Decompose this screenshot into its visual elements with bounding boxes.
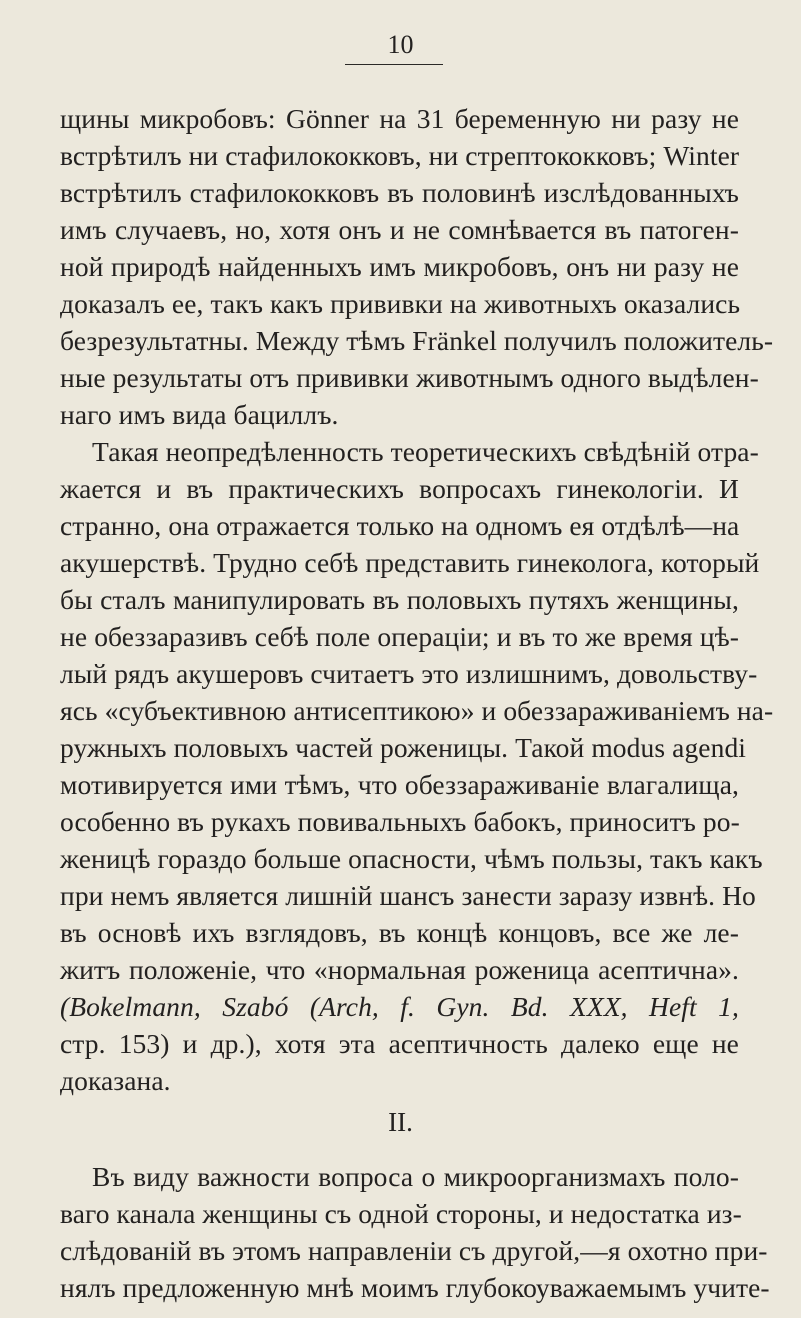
- text-line: житъ положеніе, что «нормальная роженица асептична».: [60, 954, 739, 985]
- text-line: слѣдованій въ этомъ направленіи съ другой,—я охотно при-: [60, 1235, 768, 1266]
- text-line: при немъ является лишній шансъ занести заразу извнѣ. Но: [60, 880, 756, 911]
- text-line: ружныхъ половыхъ частей роженицы. Такой modus agendi: [60, 732, 747, 763]
- text-line: ясь «субъективною антисептикою» и обеззараживаніемъ на-: [60, 695, 774, 726]
- text-line: лый рядъ акушеровъ считаетъ это излишнимъ, довольству-: [60, 658, 758, 689]
- page-number: 10: [387, 30, 414, 59]
- section-heading: II.: [388, 1107, 413, 1137]
- text-line: щины микробовъ: Gönner на 31 беременную ни разу не: [60, 103, 739, 134]
- text-line: нялъ предложенную мнѣ моимъ глубокоуважаемымъ учите-: [60, 1272, 770, 1303]
- text-line: доказалъ ее, такъ какъ прививки на животныхъ оказались: [60, 288, 741, 319]
- text-line: наго имъ вида бациллъ.: [60, 399, 339, 430]
- text-line: доказана.: [60, 1065, 171, 1096]
- text-line: безрезультатны. Между тѣмъ Fränkel получилъ положитель-: [60, 325, 774, 356]
- text-line-citation: (Bokelmann, Szabó (Arch, f. Gyn. Bd. XXX, Heft 1,: [60, 991, 739, 1022]
- text-line: не обеззаразивъ себѣ поле операціи; и въ то же время цѣ-: [60, 621, 739, 652]
- text-line: ваго канала женщины съ одной стороны, и недостатка из-: [60, 1198, 742, 1229]
- text-line: особенно въ рукахъ повивальныхъ бабокъ, приноситъ ро-: [60, 806, 740, 837]
- text-line: Въ виду важности вопроса о микроорганизмахъ поло-: [92, 1161, 739, 1192]
- text-line: мотивируется ими тѣмъ, что обеззараживаніе влагалища,: [60, 769, 739, 800]
- text-line: бы сталъ манипулировать въ половыхъ путяхъ женщины,: [60, 584, 739, 615]
- text-line: ные результаты отъ прививки животнымъ одного выдѣлен-: [60, 362, 759, 393]
- text-line: въ основѣ ихъ взглядовъ, въ концѣ концовъ, все же ле-: [60, 917, 739, 948]
- text-line: акушерствѣ. Трудно себѣ представить гинеколога, который: [60, 547, 760, 578]
- text-line: странно, она отражается только на одномъ ея отдѣлѣ—на: [60, 510, 740, 541]
- text-line: встрѣтилъ ни стафилококковъ, ни стрептококковъ; Winter: [60, 140, 740, 171]
- text-line: Такая неопредѣленность теоретическихъ свѣдѣній отра-: [92, 436, 759, 467]
- page-number-rule: [345, 64, 443, 65]
- text-line: ной природѣ найденныхъ имъ микробовъ, онъ ни разу не: [60, 251, 739, 282]
- text-line: стр. 153) и др.), хотя эта асептичность далеко еще не: [60, 1028, 739, 1059]
- text-line: встрѣтилъ стафилококковъ въ половинѣ изслѣдованныхъ: [60, 177, 739, 208]
- text-line: имъ случаевъ, но, хотя онъ и не сомнѣвается въ патоген-: [60, 214, 739, 245]
- text-line: жается и въ практическихъ вопросахъ гинекологіи. И: [60, 473, 739, 504]
- text-line: женицѣ гораздо больше опасности, чѣмъ пользы, такъ какъ: [60, 843, 763, 874]
